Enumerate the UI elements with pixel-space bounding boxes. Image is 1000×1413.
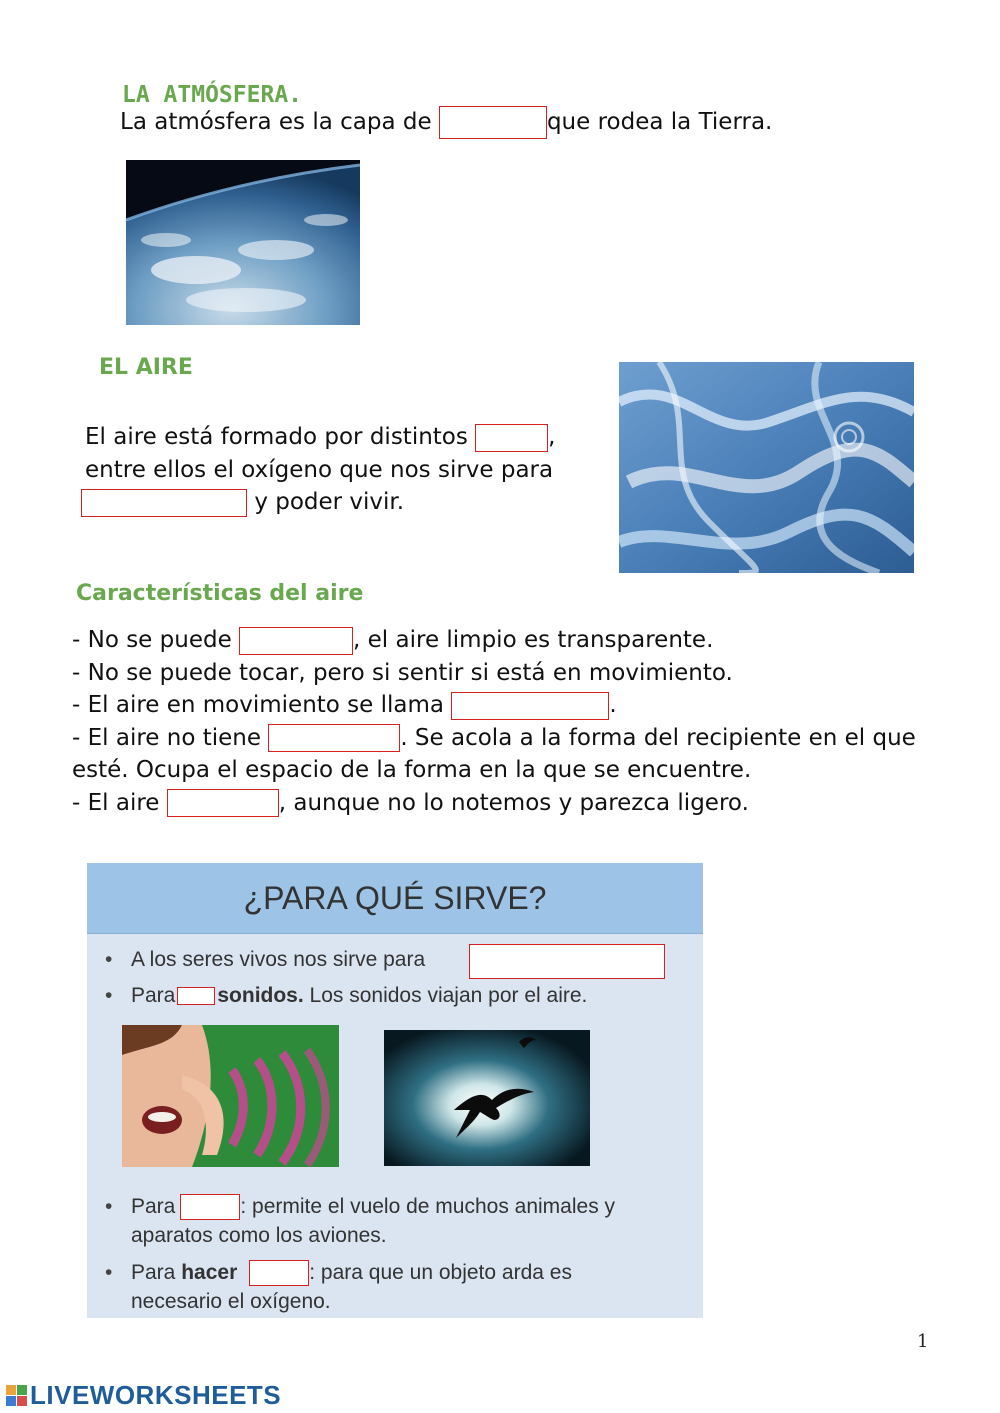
char-line-2: - No se puede tocar, pero si sentir si está en movimiento. bbox=[72, 659, 733, 686]
slide-bullet-4-line-2: necesario el oxígeno. bbox=[131, 1290, 331, 1313]
char-line-4-before: - El aire no tiene bbox=[72, 724, 269, 751]
blank-breathe[interactable] bbox=[81, 489, 247, 517]
air-line-1-comma: , bbox=[548, 424, 556, 450]
char-line-4-after: . Se acola a la forma del recipiente en el que bbox=[400, 724, 916, 751]
air-line-1-text: El aire está formado por distintos bbox=[85, 424, 476, 450]
blank-hear[interactable] bbox=[177, 987, 215, 1005]
liveworksheets-logo-icon bbox=[6, 1385, 27, 1406]
atmosphere-sentence bbox=[120, 106, 772, 139]
blank-wind[interactable] bbox=[451, 692, 609, 720]
bullet-dot: • bbox=[105, 948, 113, 971]
earth-image bbox=[126, 160, 360, 325]
air-line-1 bbox=[85, 421, 555, 454]
slide-bullet-2-after: Los sonidos viajan por el aire. bbox=[303, 984, 588, 1007]
slide-para-que-sirve bbox=[87, 863, 703, 1318]
char-line-6-before: - El aire bbox=[72, 789, 167, 816]
slide-title-bar bbox=[87, 863, 703, 934]
bullet-dot: • bbox=[105, 1261, 113, 1284]
air-title: EL AIRE bbox=[99, 355, 193, 380]
blank-fire[interactable] bbox=[249, 1260, 309, 1286]
blank-gases[interactable] bbox=[475, 424, 548, 452]
slide-bullet-1-text: A los seres vivos nos sirve para bbox=[131, 948, 426, 971]
blank-see[interactable] bbox=[239, 627, 353, 655]
char-line-6 bbox=[72, 787, 916, 820]
characteristics-title: Características del aire bbox=[76, 581, 364, 606]
bullet-dot: • bbox=[105, 1195, 113, 1218]
bird-image bbox=[384, 1030, 590, 1166]
air-line-3 bbox=[81, 486, 555, 519]
footer-logo bbox=[6, 1380, 281, 1411]
char-line-5: esté. Ocupa el espacio de la forma en la que se encuentre. bbox=[72, 757, 752, 783]
char-line-3 bbox=[72, 689, 916, 722]
slide-title: ¿PARA QUÉ SIRVE? bbox=[243, 879, 547, 916]
char-line-1-before: - No se puede bbox=[72, 627, 240, 653]
slide-bullet-2-before: Para bbox=[131, 984, 176, 1007]
char-line-1-after: , el aire limpio es transparente. bbox=[353, 627, 714, 653]
slide-bullet-4-before: Para bbox=[131, 1261, 182, 1284]
blank-breathing[interactable] bbox=[469, 944, 665, 979]
air-line-3-text: y poder vivir. bbox=[254, 489, 405, 515]
air-image bbox=[619, 362, 914, 573]
slide-bullet-1 bbox=[105, 945, 425, 974]
blank-fly[interactable] bbox=[180, 1194, 240, 1220]
blank-atmosphere-layer[interactable] bbox=[439, 106, 547, 139]
char-line-4 bbox=[72, 722, 916, 755]
char-line-1 bbox=[72, 624, 916, 657]
char-line-3-after: . bbox=[609, 692, 617, 718]
char-line-3-before: - El aire en movimiento se llama bbox=[72, 692, 452, 718]
air-paragraph bbox=[85, 421, 555, 519]
slide-bullet-2 bbox=[105, 981, 587, 1010]
char-line-6-after: , aunque no lo notemos y parezca ligero. bbox=[278, 789, 749, 816]
slide-bullet-4 bbox=[105, 1258, 572, 1287]
air-line-2: entre ellos el oxígeno que nos sirve para bbox=[85, 456, 554, 483]
bullet-dot: • bbox=[105, 984, 113, 1007]
blank-weighs[interactable] bbox=[167, 789, 279, 817]
slide-bullet-3-before: Para bbox=[131, 1195, 176, 1218]
slide-bullet-4-bold: hacer bbox=[181, 1261, 238, 1284]
slide-bullet-3 bbox=[105, 1192, 615, 1221]
slide-bullet-2-bold: sonidos. bbox=[217, 984, 304, 1007]
atmosphere-text-after: que rodea la Tierra. bbox=[546, 109, 773, 135]
atmosphere-text-before: La atmósfera es la capa de bbox=[120, 109, 439, 135]
shouting-image bbox=[122, 1025, 339, 1167]
slide-bullet-4-after: : para que un objeto arda es bbox=[309, 1261, 572, 1284]
slide-bullet-3-after: : permite el vuelo de muchos animales y bbox=[240, 1195, 616, 1218]
blank-shape[interactable] bbox=[268, 724, 400, 752]
page-number: 1 bbox=[917, 1331, 929, 1352]
characteristics-list bbox=[72, 624, 916, 819]
slide-bullet-3-line-2: aparatos como los aviones. bbox=[131, 1224, 387, 1247]
footer-logo-text: LIVEWORKSHEETS bbox=[30, 1380, 282, 1410]
atmosphere-title: LA ATMÓSFERA. bbox=[122, 82, 303, 108]
